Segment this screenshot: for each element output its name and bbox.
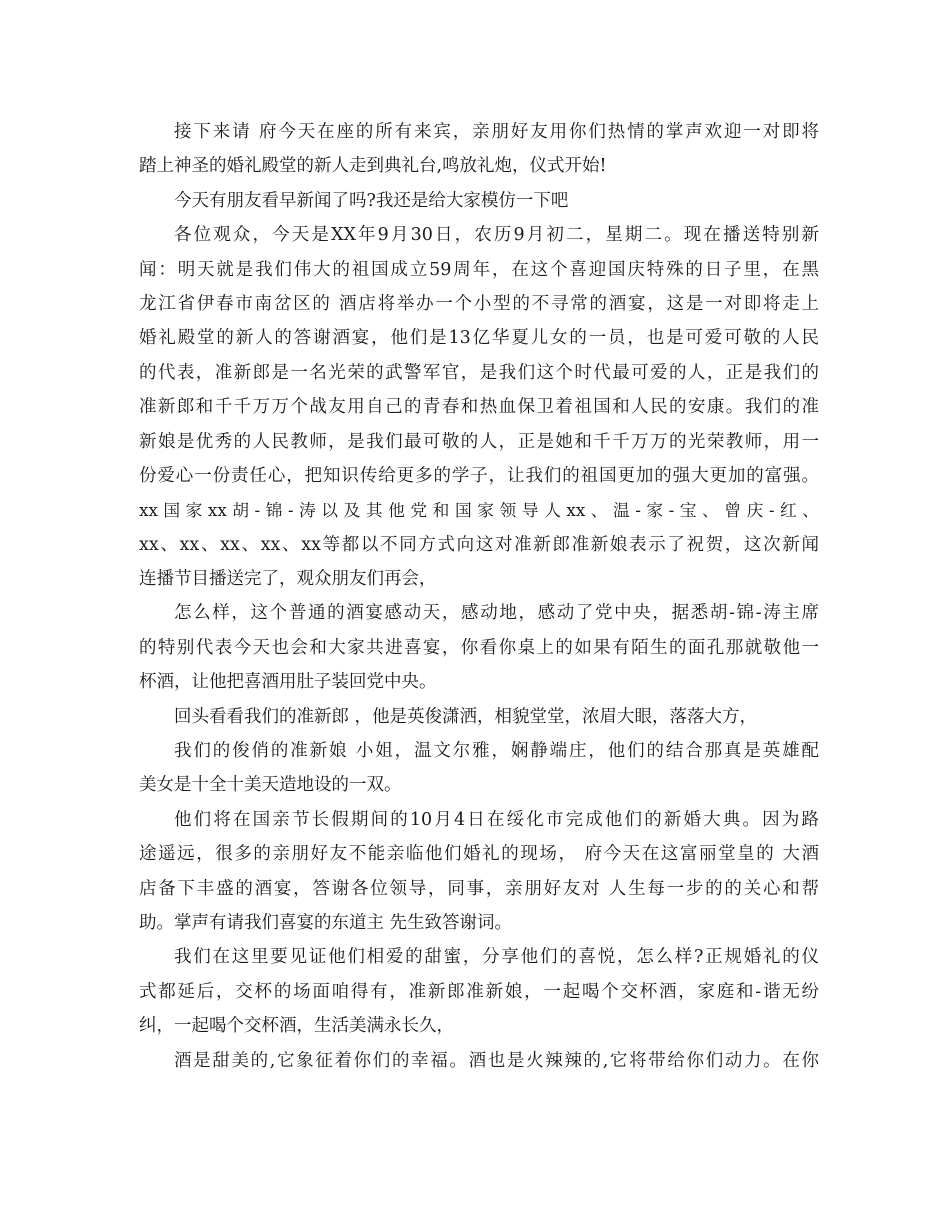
text-line: 各位观众，今天是XX年9月30日，农历9月初二，星期二。现在播送特别新 [174,225,819,246]
text-line: 杯酒，让他把喜酒用肚子装回党中央。 [139,672,437,693]
text-line: 闻：明天就是我们伟大的祖国成立59周年，在这个喜迎国庆特殊的日子里，在黑 [139,259,819,280]
text-line: 龙江省伊春市南岔区的 酒店将举办一个小型的不寻常的酒宴，这是一对即将走上 [139,293,819,314]
text-line: 途遥远，很多的亲朋好友不能亲临他们婚礼的现场， 府今天在这富丽堂皇的 大酒 [139,844,819,865]
text-line: xx、xx、xx、xx、xx等都以不同方式向这对准新郎准新娘表示了祝贺，这次新闻 [139,534,819,555]
text-line: 我们在这里要见证他们相爱的甜蜜，分享他们的喜悦，怎么样?正规婚礼的仪 [174,947,819,968]
text-line: 今天有朋友看早新闻了吗?我还是给大家模仿一下吧 [174,190,569,211]
text-line: 纠，一起喝个交杯酒，生活美满永长久， [139,1016,454,1037]
text-line: 接下来请 府今天在座的所有来宾，亲朋好友用你们热情的掌声欢迎一对即将 [174,122,819,142]
text-line: 我们的俊俏的准新娘 小姐，温文尔雅，娴静端庄，他们的结合那真是英雄配 [174,741,819,762]
text-line: 怎么样，这个普通的酒宴感动天，感动地，感动了党中央，据悉胡-锦-涛主席 [174,603,819,624]
text-line: 婚礼殿堂的新人的答谢酒宴，他们是13亿华夏儿女的一员，也是可爱可敬的人民 [139,328,819,349]
text-line: 连播节目播送完了，观众朋友们再会， [139,569,437,590]
text-line: 回头看看我们的准新郎 ，他是英俊潇洒，相貌堂堂，浓眉大眼，落落大方， [174,706,758,727]
text-line: 的代表，准新郎是一名光荣的武警军官，是我们这个时代最可爱的人，正是我们的 [139,362,819,383]
document-body [139,115,819,1078]
text-line: 新娘是优秀的人民教师，是我们最可敬的人，正是她和千千万万的光荣教师，用一 [139,431,819,452]
text-line: 准新郎和千千万万个战友用自己的青春和热血保卫着祖国和人民的安康。我们的准 [139,397,819,418]
text-line: 他们将在国亲节长假期间的10月4日在绥化市完成他们的新婚大典。因为路 [174,809,819,830]
text-line: 的特别代表今天也会和大家共进喜宴，你看你桌上的如果有陌生的面孔那就敬他一 [139,637,819,658]
text-line: 美女是十全十美天造地设的一双。 [139,775,402,796]
text-line: 踏上神圣的婚礼殿堂的新人走到典礼台,鸣放礼炮，仪式开始! [139,156,607,177]
text-line: 酒是甜美的,它象征着你们的幸福。酒也是火辣辣的,它将带给你们动力。在你 [174,1050,819,1071]
text-line: 助。掌声有请我们喜宴的东道主 先生致答谢词。 [139,912,513,933]
text-line: 份爱心一份责任心，把知识传给更多的学子，让我们的祖国更加的强大更加的富强。 [139,465,819,486]
text-line: 店备下丰盛的酒宴，答谢各位领导，同事，亲朋好友对 人生每一步的的关心和帮 [139,878,819,899]
text-line: xx 国 家 xx 胡 - 锦 - 涛 以 及 其 他 党 和 国 家 领 导 人 xx 、 温 - 家 - 宝 、 曾 庆 - 红 、 [139,500,819,521]
text-line: 式都延后，交杯的场面咱得有，准新郎准新娘，一起喝个交杯酒，家庭和-谐无纷 [139,981,819,1002]
